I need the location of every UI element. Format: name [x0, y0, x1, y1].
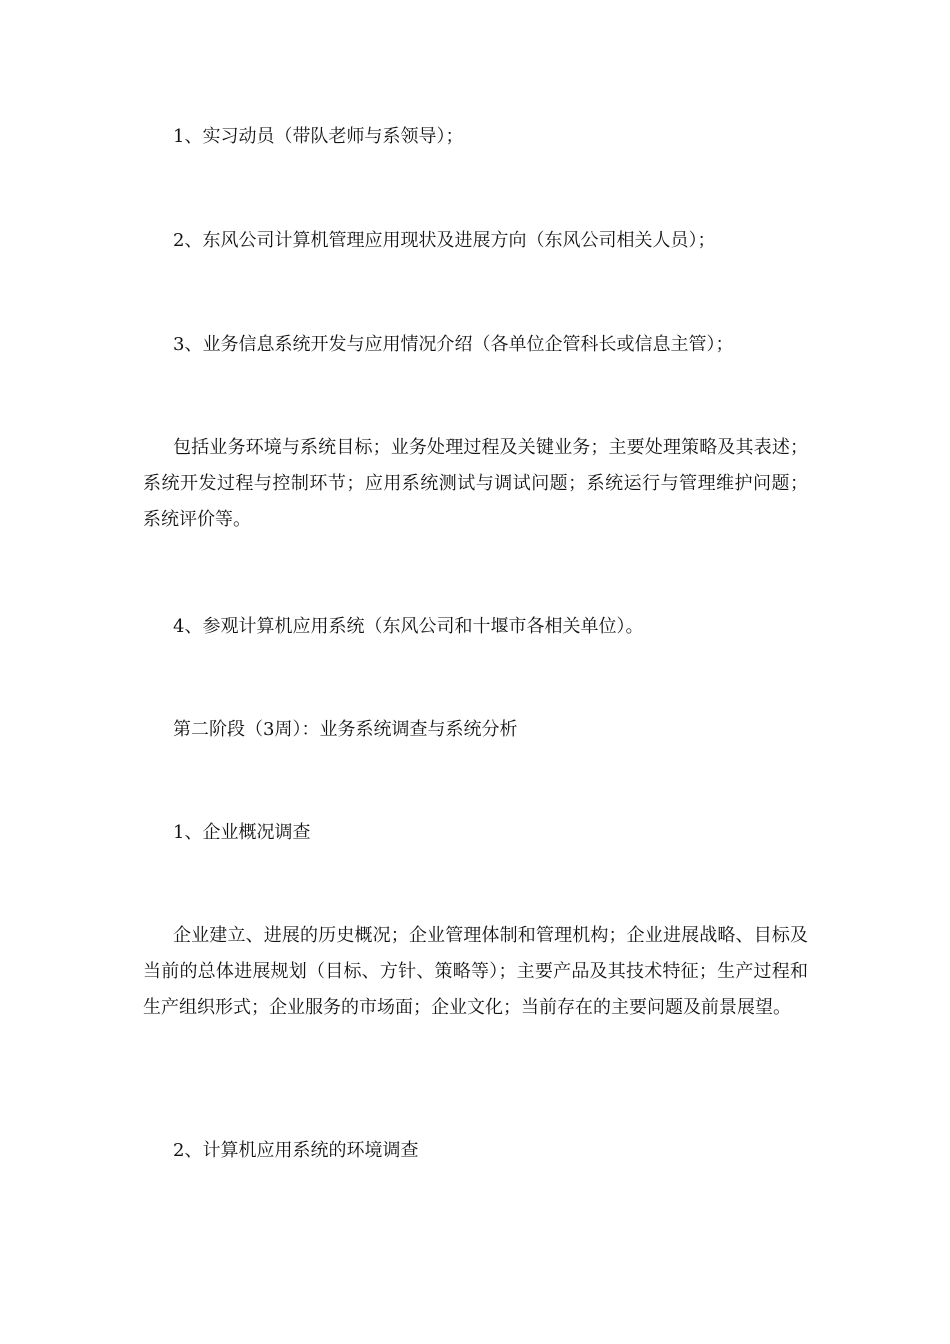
list-item-visit-systems: 4、参观计算机应用系统（东风公司和十堰市各相关单位）。 — [173, 616, 644, 637]
section-heading-stage-two: 第二阶段（3周）：业务系统调查与系统分析 — [173, 719, 518, 740]
paragraph-company-overview-details: 企业建立、进展的历史概况；企业管理体制和管理机构；企业进展战略、目标及当前的总体进展规划（目标、方针、策略等）；主要产品及其技术特征；生产过程和生产组织形式；企业服务的市场面；企业文化；当前存在的主要问题及前景展望。 — [143, 925, 808, 1018]
list-item-environment-survey: 2、计算机应用系统的环境调查 — [173, 1140, 419, 1161]
list-item-company-overview: 1、企业概况调查 — [173, 822, 311, 843]
list-item-dongfeng-status: 2、东风公司计算机管理应用现状及进展方向（东风公司相关人员）； — [173, 230, 716, 251]
paragraph-system-details: 包括业务环境与系统目标；业务处理过程及关键业务；主要处理策略及其表述；系统开发过程与控制环节；应用系统测试与调试问题；系统运行与管理维护问题；系统评价等。 — [143, 437, 808, 530]
list-item-system-introduction: 3、业务信息系统开发与应用情况介绍（各单位企管科长或信息主管）； — [173, 334, 734, 355]
list-item-internship-mobilization: 1、实习动员（带队老师与系领导）； — [173, 126, 464, 147]
